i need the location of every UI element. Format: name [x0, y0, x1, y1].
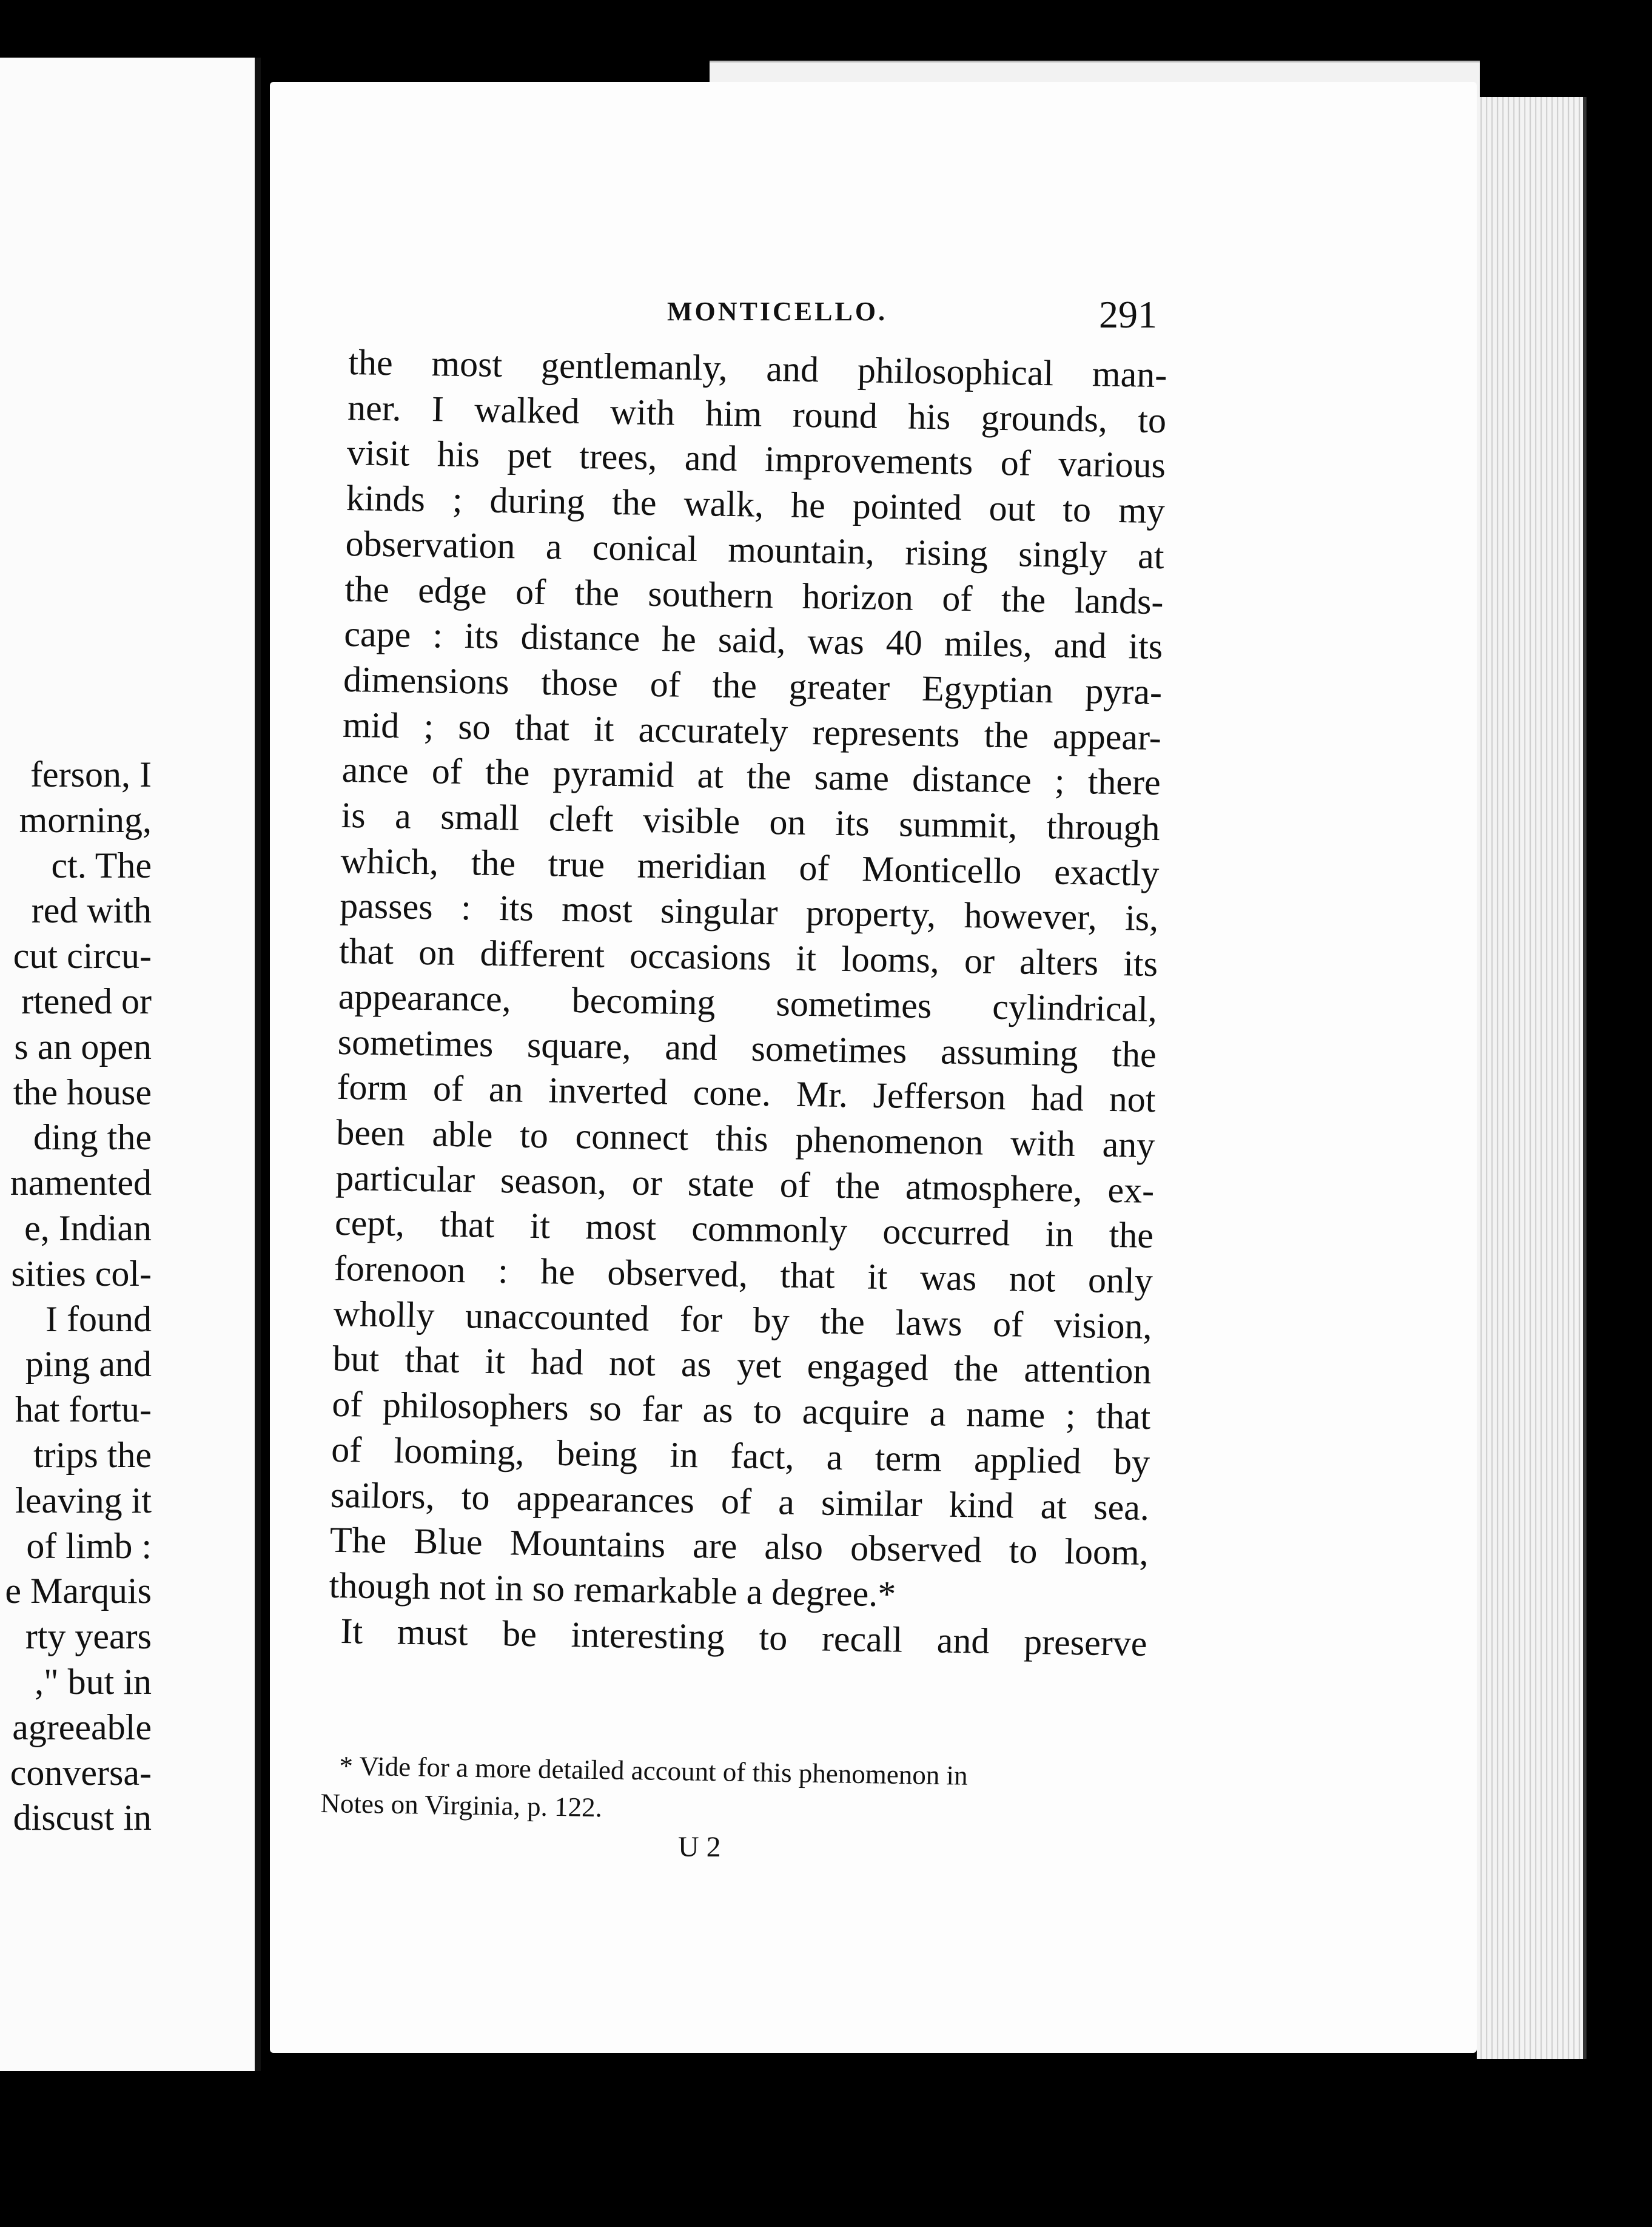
text-line: mid ; so that it accurately represents the appear-: [342, 704, 1162, 757]
text-line: that on different occasions it looms, or alters its: [338, 931, 1158, 984]
text-line: but that it had not as yet engaged the attention: [332, 1339, 1152, 1392]
facing-line: ," but in: [35, 1661, 152, 1702]
facing-line: I found: [45, 1298, 152, 1339]
facing-line: ct. The: [51, 845, 152, 885]
facing-line: the house: [13, 1072, 152, 1112]
text-line: cept, that it most commonly occurred in the: [334, 1203, 1154, 1256]
footnote-line: * Vide for a more detailed account of this phenomenon in: [339, 1750, 968, 1791]
facing-line: of limb :: [26, 1525, 152, 1566]
facing-line: namented: [10, 1163, 152, 1203]
facing-line: rty years: [25, 1616, 152, 1657]
text-line: the edge of the southern horizon of the lands-: [344, 568, 1164, 622]
text-line: though not in so remarkable a degree.*: [329, 1565, 896, 1614]
running-head: MONTICELLO.: [667, 297, 888, 326]
text-line: particular season, or state of the atmosphere, ex-: [335, 1157, 1155, 1211]
text-line: ance of the pyramid at the same distance ; there: [341, 750, 1161, 803]
text-line: of looming, being in fact, a term applied by: [331, 1429, 1150, 1482]
text-line: forenoon : he observed, that it was not only: [334, 1248, 1153, 1302]
page-number: 291: [1099, 293, 1157, 336]
text-line: wholly unaccounted for by the laws of vision,: [333, 1293, 1153, 1346]
text-line: the most gentlemanly, and philosophical man-: [348, 341, 1167, 395]
footnote: [320, 1747, 1122, 1835]
facing-line: leaving it: [15, 1480, 152, 1520]
facing-page-text: [0, 752, 152, 1841]
text-line: It must be interesting to recall and preserve: [340, 1610, 1147, 1664]
text-line: visit his pet trees, and improvements of various: [346, 432, 1166, 486]
footnote-line: Notes on Virginia, p. 122.: [320, 1787, 603, 1823]
facing-line: red with: [31, 890, 152, 931]
facing-page-left: [0, 58, 261, 2071]
signature-mark: U 2: [678, 1831, 721, 1863]
text-line: is a small cleft visible on its summit, through: [341, 794, 1161, 848]
facing-line: conversa-: [10, 1752, 152, 1793]
text-line: observation a conical mountain, rising singly at: [345, 523, 1165, 576]
text-line: sailors, to appearances of a similar kind at sea.: [330, 1474, 1150, 1528]
facing-line: ping and: [25, 1344, 152, 1385]
facing-line: ding the: [33, 1117, 152, 1158]
facing-line: sities col-: [11, 1253, 152, 1294]
text-line: sometimes square, and sometimes assuming the: [337, 1021, 1157, 1075]
text-line: which, the true meridian of Monticello exactly: [340, 840, 1160, 893]
text-line: dimensions those of the greater Egyptian pyra-: [343, 659, 1163, 713]
text-line: ner. I walked with him round his grounds, to: [347, 387, 1167, 440]
facing-line: trips the: [33, 1434, 152, 1475]
facing-line: cut circu-: [13, 936, 152, 976]
body-text: [328, 340, 1167, 1666]
facing-line: discust in: [13, 1798, 152, 1838]
facing-line: agreeable: [12, 1707, 152, 1747]
text-line: of philosophers so far as to acquire a name ; that: [331, 1383, 1151, 1437]
facing-line: morning,: [19, 799, 152, 840]
facing-line: hat fortu-: [15, 1389, 152, 1430]
text-line: been able to connect this phenomenon with any: [335, 1112, 1155, 1165]
facing-line: e, Indian: [24, 1208, 152, 1248]
facing-line: ferson, I: [30, 754, 152, 794]
book-page-edges: [1477, 97, 1587, 2059]
text-line: kinds ; during the walk, he pointed out to my: [346, 478, 1166, 531]
facing-line: rtened or: [21, 981, 152, 1021]
text-line: form of an inverted cone. Mr. Jefferson had not: [337, 1067, 1156, 1120]
facing-line: s an open: [14, 1026, 152, 1067]
facing-line: e Marquis: [5, 1571, 152, 1611]
text-line: appearance, becoming sometimes cylindrical,: [338, 976, 1158, 1029]
text-line: The Blue Mountains are also observed to loom,: [329, 1520, 1149, 1573]
text-line: cape : its distance he said, was 40 miles, and its: [343, 614, 1163, 667]
text-line: passes : its most singular property, however, is,: [339, 885, 1159, 939]
